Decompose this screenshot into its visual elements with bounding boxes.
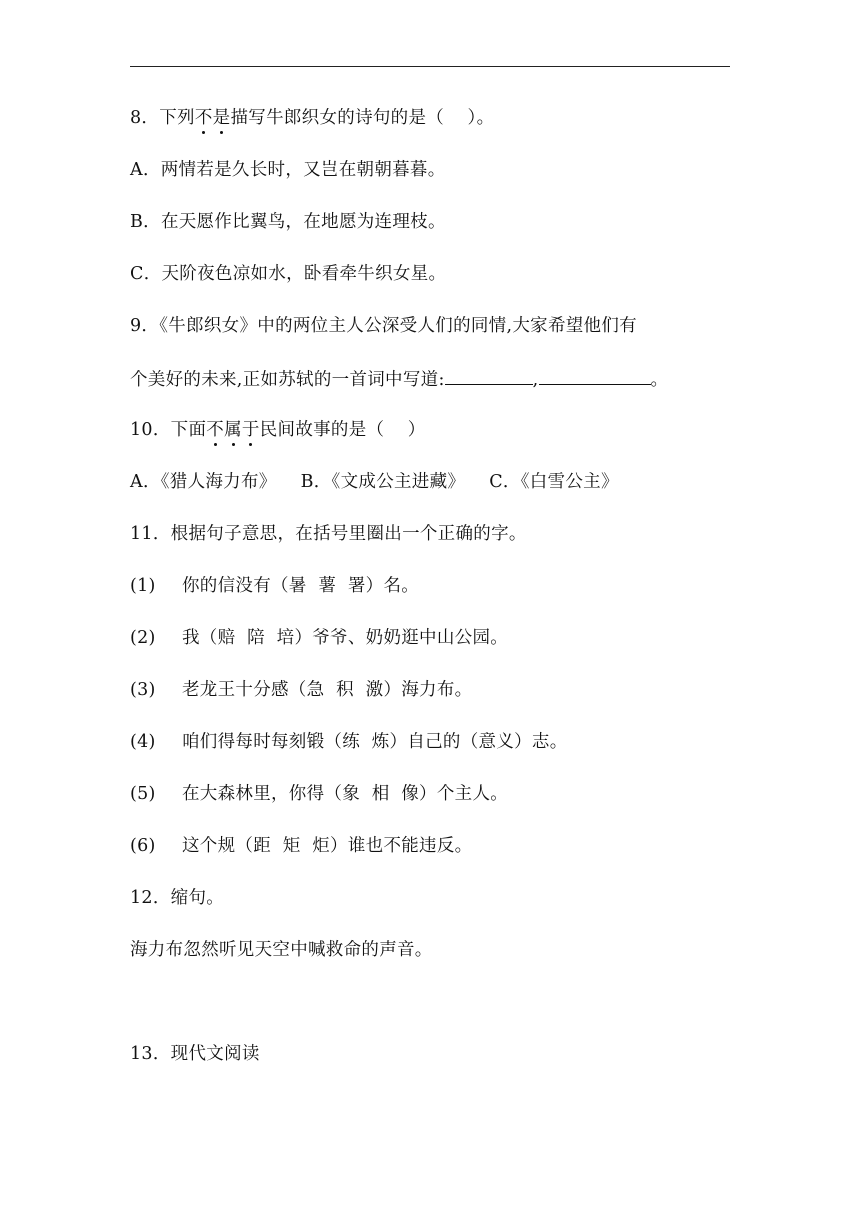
question-9-line-1: 9．《牛郎织女》中的两位主人公深受人们的同情,大家希望他们有 bbox=[130, 316, 637, 336]
question-10-option-b: B．《文成公主进藏》 bbox=[300, 472, 466, 492]
question-8-post: 描写牛郎织女的诗句的是（ ）。 bbox=[230, 108, 495, 128]
item-number: (1) bbox=[130, 576, 156, 596]
question-10-post: 民间故事的是（ ） bbox=[259, 420, 426, 440]
question-9-text: 个美好的未来,正如苏轼的一首词中写道: bbox=[130, 370, 445, 390]
emphasis-char: 属 bbox=[224, 420, 242, 440]
question-9-line-2 bbox=[130, 366, 668, 392]
question-8-number: 8． bbox=[130, 108, 160, 128]
question-10-number: 10． bbox=[130, 420, 171, 440]
question-8-option-b: B．在天愿作比翼鸟，在地愿为连理枝。 bbox=[130, 212, 446, 232]
question-8-pre: 下列 bbox=[159, 108, 195, 128]
question-10-option-c: C．《白雪公主》 bbox=[489, 472, 619, 492]
question-10-pre: 下面 bbox=[170, 420, 207, 440]
question-11-item bbox=[130, 834, 472, 858]
item-text: 我（赔 陪 培）爷爷、奶奶逛中山公园。 bbox=[182, 628, 509, 648]
emphasis-char: 不 bbox=[206, 420, 225, 440]
item-number: (5) bbox=[130, 784, 156, 804]
item-text: 你的信没有（暑 薯 署）名。 bbox=[182, 576, 420, 596]
emphasis-char: 不 bbox=[194, 108, 213, 128]
question-10 bbox=[130, 418, 426, 442]
question-10-options bbox=[130, 470, 619, 494]
question-11-item bbox=[130, 730, 568, 754]
item-text: 老龙王十分感（急 积 激）海力布。 bbox=[182, 680, 473, 700]
question-9-end: 。 bbox=[650, 370, 669, 390]
question-12-sentence: 海力布忽然听见天空中喊救命的声音。 bbox=[130, 940, 433, 960]
item-text: 这个规（距 矩 炬）谁也不能违反。 bbox=[182, 836, 473, 856]
item-text: 咱们得每时每刻锻（练 炼）自己的（意义）志。 bbox=[182, 732, 568, 752]
item-number: (2) bbox=[130, 628, 156, 648]
question-11-item bbox=[130, 626, 508, 650]
item-number: (3) bbox=[130, 680, 156, 700]
emphasis-char: 是 bbox=[212, 108, 231, 128]
answer-blank-2[interactable] bbox=[539, 366, 651, 385]
question-8 bbox=[130, 106, 494, 130]
question-11-item bbox=[130, 782, 508, 806]
emphasis-char: 于 bbox=[241, 420, 260, 440]
question-13-title: 13．现代文阅读 bbox=[130, 1044, 260, 1064]
item-number: (4) bbox=[130, 732, 156, 752]
question-9-comma: , bbox=[532, 370, 539, 390]
header-rule bbox=[130, 66, 730, 67]
item-text: 在大森林里，你得（象 相 像）个主人。 bbox=[182, 784, 509, 804]
question-11-item bbox=[130, 678, 472, 702]
question-8-option-c: C．天阶夜色凉如水，卧看牵牛织女星。 bbox=[130, 264, 447, 284]
question-12-title: 12．缩句。 bbox=[130, 888, 225, 908]
answer-blank-1[interactable] bbox=[445, 366, 533, 385]
question-8-option-a: A．两情若是久长时，又岂在朝朝暮暮。 bbox=[130, 160, 446, 180]
question-11-item bbox=[130, 574, 419, 598]
item-number: (6) bbox=[130, 836, 156, 856]
question-10-option-a: A．《猎人海力布》 bbox=[130, 472, 277, 492]
question-11-title: 11．根据句子意思，在括号里圈出一个正确的字。 bbox=[130, 524, 527, 544]
